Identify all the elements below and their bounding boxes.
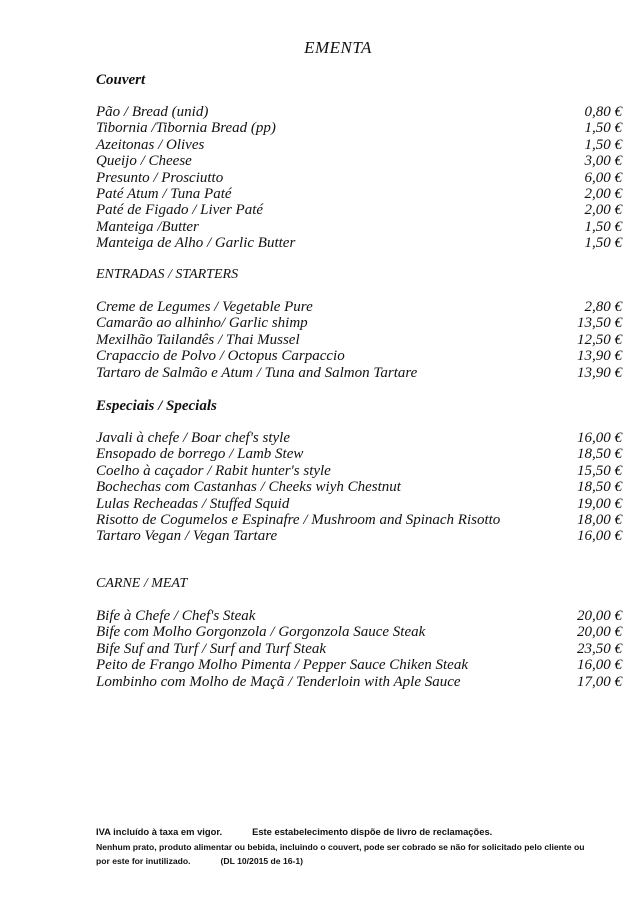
item-name: Bife à Chefe / Chef's Steak xyxy=(96,608,256,624)
iva-note: IVA incluído à taxa em vigor. xyxy=(96,826,223,837)
item-name: Bochechas com Castanhas / Cheeks wiyh Chestnut xyxy=(96,479,401,496)
item-price: 16,00 € xyxy=(577,528,622,545)
item-price: 15,50 € xyxy=(577,462,622,479)
item-name: Risotto de Cogumelos e Espinafre / Mushroom and Spinach Risotto xyxy=(96,512,501,529)
item-name: Ensopado de borrego / Lamb Stew xyxy=(96,446,304,463)
item-price: 2,00 € xyxy=(584,202,622,219)
section-heading: Couvert xyxy=(96,72,146,88)
item-name: Presunto / Prosciutto xyxy=(96,169,224,186)
item-name: Creme de Legumes / Vegetable Pure xyxy=(96,299,313,315)
item-price: 1,50 € xyxy=(584,218,622,235)
menu-item xyxy=(96,512,622,528)
item-name: Azeitonas / Olives xyxy=(96,136,205,153)
item-price: 13,50 € xyxy=(577,315,622,332)
item-name: Tibornia /Tibornia Bread (pp) xyxy=(96,120,276,137)
item-price: 1,50 € xyxy=(584,235,622,252)
item-name: Camarão ao alhinho/ Garlic shimp xyxy=(96,315,308,332)
section-heading: Especiais / Specials xyxy=(96,398,217,414)
complaints-note: Este estabelecimento dispõe de livro de reclamações. xyxy=(252,826,493,837)
item-price: 18,50 € xyxy=(577,479,622,496)
menu-item xyxy=(96,528,622,544)
section-meat xyxy=(96,576,622,690)
section-couvert xyxy=(96,72,622,252)
item-name: Lombinho com Molho de Maçã / Tenderloin with Aple Sauce xyxy=(96,673,461,690)
item-name: Paté de Figado / Liver Paté xyxy=(96,202,264,219)
menu-item xyxy=(96,137,622,153)
item-name: Javali à chefe / Boar chef's style xyxy=(96,430,290,446)
menu-item xyxy=(96,496,622,512)
menu-item xyxy=(96,674,622,690)
menu-item xyxy=(96,348,622,364)
item-price: 19,00 € xyxy=(577,495,622,512)
page-title: EMENTA xyxy=(304,38,372,57)
menu-item xyxy=(96,463,622,479)
footer xyxy=(96,825,586,869)
item-name: Mexilhão Tailandês / Thai Mussel xyxy=(96,331,300,348)
menu-item xyxy=(96,641,622,657)
section-starters xyxy=(96,267,622,381)
item-name: Crapaccio de Polvo / Octopus Carpaccio xyxy=(96,348,345,365)
menu-item xyxy=(96,170,622,186)
menu-item xyxy=(96,104,622,120)
section-heading: CARNE / MEAT xyxy=(96,576,188,591)
menu-item xyxy=(96,235,622,251)
menu-item xyxy=(96,446,622,462)
menu-item xyxy=(96,202,622,218)
item-price: 23,50 € xyxy=(577,640,622,657)
item-name: Coelho à caçador / Rabit hunter's style xyxy=(96,462,331,479)
menu-item xyxy=(96,624,622,640)
section-heading: ENTRADAS / STARTERS xyxy=(96,267,239,282)
item-name: Pão / Bread (unid) xyxy=(96,104,209,120)
legal-notice: Nenhum prato, produto alimentar ou bebida, incluindo o couvert, pode ser cobrado se não for solicitado pelo cliente ou por este for inutilizado. xyxy=(96,841,585,866)
item-name: Lulas Recheadas / Stuffed Squid xyxy=(96,495,290,512)
item-price: 2,80 € xyxy=(584,299,622,315)
item-name: Bife Suf and Turf / Surf and Turf Steak xyxy=(96,640,327,657)
item-price: 13,90 € xyxy=(577,364,622,381)
item-name: Tartaro de Salmão e Atum / Tuna and Salmon Tartare xyxy=(96,364,418,381)
item-name: Tartaro Vegan / Vegan Tartare xyxy=(96,528,278,545)
menu-item xyxy=(96,657,622,673)
item-name: Peito de Frango Molho Pimenta / Pepper Sauce Chiken Steak xyxy=(96,657,468,674)
menu-item xyxy=(96,120,622,136)
item-price: 13,90 € xyxy=(577,348,622,365)
item-price: 20,00 € xyxy=(577,624,622,641)
item-price: 16,00 € xyxy=(577,657,622,674)
item-price: 18,00 € xyxy=(577,512,622,529)
item-price: 2,00 € xyxy=(584,186,622,203)
section-specials xyxy=(96,398,622,545)
item-price: 18,50 € xyxy=(577,446,622,463)
menu-item xyxy=(96,430,622,446)
menu-item xyxy=(96,153,622,169)
law-reference: (DL 10/2015 de 16-1) xyxy=(220,856,304,866)
item-name: Manteiga /Butter xyxy=(96,218,199,235)
menu-item xyxy=(96,332,622,348)
menu-item xyxy=(96,479,622,495)
item-price: 12,50 € xyxy=(577,331,622,348)
item-price: 6,00 € xyxy=(584,169,622,186)
item-name: Manteiga de Alho / Garlic Butter xyxy=(96,235,296,252)
item-price: 0,80 € xyxy=(584,104,622,120)
menu-item xyxy=(96,186,622,202)
item-price: 16,00 € xyxy=(577,430,622,446)
menu-item xyxy=(96,299,622,315)
menu-item xyxy=(96,365,622,381)
menu-item xyxy=(96,219,622,235)
menu-item xyxy=(96,608,622,624)
item-name: Paté Atum / Tuna Paté xyxy=(96,186,232,203)
item-price: 1,50 € xyxy=(584,120,622,137)
item-price: 17,00 € xyxy=(577,673,622,690)
menu-item xyxy=(96,315,622,331)
item-price: 1,50 € xyxy=(584,136,622,153)
item-name: Queijo / Cheese xyxy=(96,153,192,170)
item-price: 20,00 € xyxy=(577,608,622,624)
item-price: 3,00 € xyxy=(584,153,622,170)
item-name: Bife com Molho Gorgonzola / Gorgonzola Sauce Steak xyxy=(96,624,426,641)
